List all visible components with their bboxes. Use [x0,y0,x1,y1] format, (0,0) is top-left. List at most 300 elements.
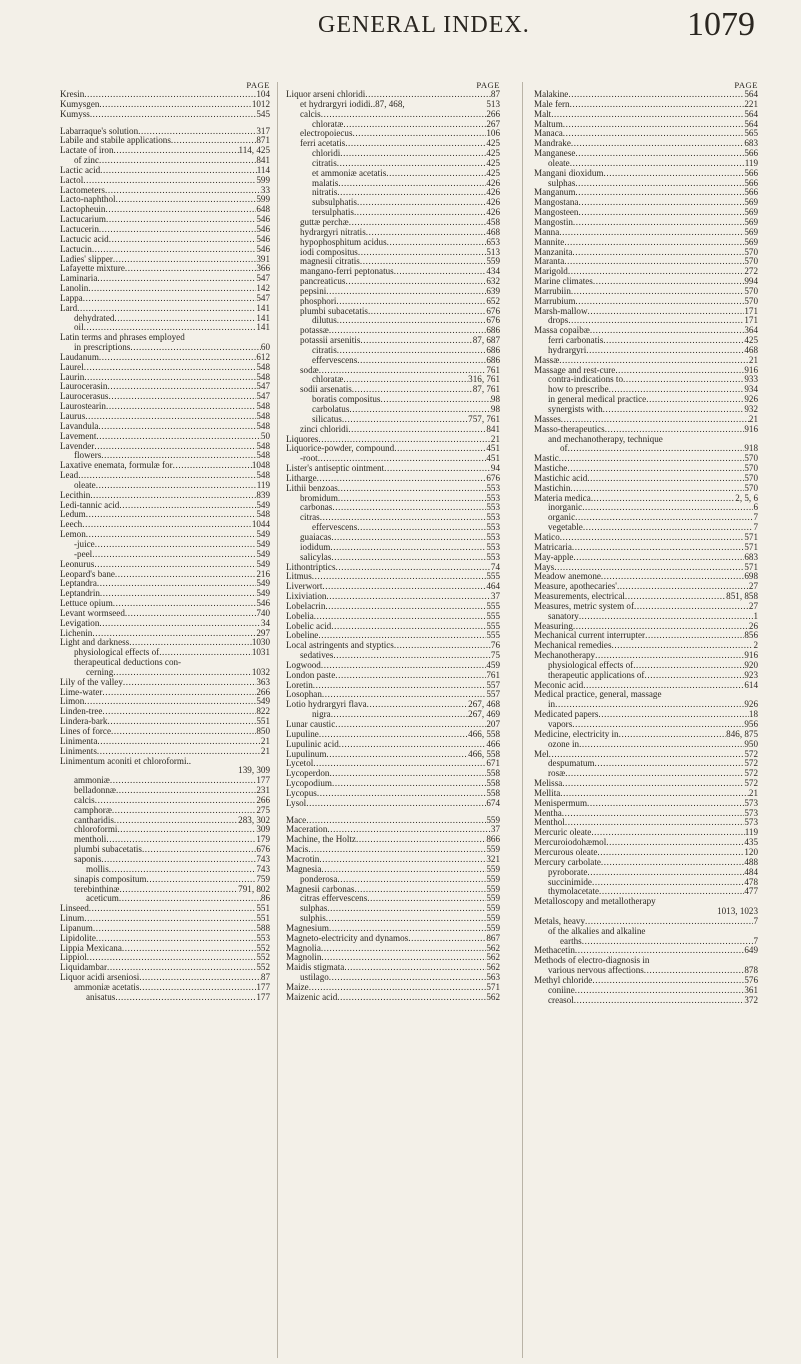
index-entry [534,907,758,917]
entry-page: 451 [486,454,500,464]
index-entry [60,776,270,786]
index-entry [286,267,500,277]
dot-leader [386,169,486,179]
entry-page: 513 [486,99,500,109]
dot-leader [349,218,487,228]
index-entry [534,848,758,858]
index-entry [60,855,270,865]
entry-term: Linum [60,914,85,924]
entry-page: 822 [256,707,270,717]
index-entry [60,648,270,658]
dot-leader [105,205,256,215]
index-entry [534,543,758,553]
entry-page: 317 [256,126,270,136]
index-entry [286,983,500,993]
entry-term: in prescriptions [74,343,131,353]
entry-term: despumatum [548,759,595,769]
entry-term: Marigold [534,267,568,277]
entry-term: sodii arsenatis [300,385,352,395]
index-entry [534,996,758,1006]
entry-page: 649 [744,946,758,956]
index-entry [60,166,270,176]
entry-page: 139, 309 [238,766,270,776]
index-entry [534,90,758,100]
entry-term: ferri carbonatis [548,336,604,346]
entry-page: 2, 5, 6 [735,493,758,503]
entry-page: 361 [744,985,758,995]
entry-term: physiological effects of [74,648,160,658]
index-entry [286,179,500,189]
entry-term: effervescens [312,523,358,533]
dot-leader [609,385,745,395]
index-entry [286,287,500,297]
index-entry [534,474,758,484]
dot-leader [90,491,256,501]
index-entry [60,323,270,333]
index-entry [286,444,500,454]
dot-leader [97,274,256,284]
entry-page: 34 [260,618,270,628]
entry-page: 841 [256,156,270,166]
entry-term: nigra [312,710,331,720]
dot-leader [147,875,257,885]
entry-term: Lobelic acid [286,621,332,631]
index-entry [286,139,500,149]
entry-term: Mangostin [534,217,573,227]
entry-term: Lanolin [60,284,89,294]
entry-term: Meadow anemone [534,572,601,582]
entry-page: 588 [256,923,270,933]
entry-term: Methods of electro-diagnosis in [534,956,650,966]
entry-term: plumbi subacetatis [74,845,142,855]
entry-page: 549 [256,589,270,599]
entry-term: et ammoniæ acetatis [312,168,387,178]
entry-term: Mentha [534,808,562,818]
index-entry [534,120,758,130]
entry-term: salicylas [300,552,332,562]
dot-leader [122,944,256,954]
entry-term: Lead [60,471,79,481]
entry-page: 555 [486,601,500,611]
entry-page: 119 [744,158,758,168]
index-entry [60,343,270,353]
page-column-label: PAGE [734,80,758,90]
index-entry [286,238,500,248]
entry-term: Marrubium [534,296,576,306]
entry-page: 676 [486,316,500,326]
entry-term: Laxative enemata, formulæ for [60,461,173,471]
entry-page: 546 [256,215,270,225]
entry-page: 272 [744,267,758,277]
entry-page: 552 [256,943,270,953]
dot-leader [559,356,749,366]
entry-page: 171 [744,316,758,326]
index-entry [286,307,500,317]
entry-page: 548 [256,451,270,461]
index-entry [60,392,270,402]
dot-leader [551,110,744,120]
index-entry [60,914,270,924]
index-entry [534,307,758,317]
index-entry [534,759,758,769]
index-entry [286,494,500,504]
index-entry [534,395,758,405]
entry-page: 547 [256,274,270,284]
entry-page: 683 [744,552,758,562]
entry-page: 7 [753,513,758,523]
dot-leader [588,307,745,317]
index-entry [534,700,758,710]
index-entry [286,395,500,405]
entry-page: 571 [744,562,758,572]
entry-term: organic [548,513,576,523]
entry-page: 571 [744,532,758,542]
entry-page: 564 [744,119,758,129]
index-entry [534,986,758,996]
entry-term: Matricaria [534,542,572,552]
entry-page: 372 [744,995,758,1005]
dot-leader [645,631,744,641]
dot-leader [312,572,487,582]
dot-leader [101,451,256,461]
index-entry [286,894,500,904]
entry-term: Lafayette mixture [60,264,125,274]
entry-term: Manaca [534,129,563,139]
entry-page: 1032 [251,667,270,677]
entry-term: Lotio hydrargyri flava [286,700,367,710]
index-entry [534,356,758,366]
dot-leader [87,953,257,963]
index-entry [286,789,500,799]
dot-leader [319,730,468,740]
index-entry [286,474,500,484]
entry-term: citratis [312,158,337,168]
entry-page: 21 [260,736,270,746]
index-entry [286,855,500,865]
entry-term: Mangani dioxidum [534,168,604,178]
dot-leader [321,944,487,954]
index-entry [60,934,270,944]
entry-term: Mellita [534,788,561,798]
entry-term: Lactopheuin [60,205,106,215]
index-entry [60,766,270,776]
dot-leader [357,198,486,208]
entry-page: 551 [256,717,270,727]
entry-term: effervescens [312,355,358,365]
index-entry [286,631,500,641]
dot-leader [130,343,261,353]
entry-term: Ledi-tannic acid [60,500,120,510]
entry-term: ammoniæ acetatis [74,982,140,992]
entry-page: 425 [486,158,500,168]
index-entry [286,914,500,924]
entry-term: Litmus [286,572,312,582]
entry-term: Laudanum [60,352,99,362]
index-entry [60,963,270,973]
entry-term: vapors [548,720,573,729]
index-entry [534,946,758,956]
index-entry [60,264,270,274]
dot-leader [568,267,745,277]
dot-leader [338,484,487,494]
entry-term: anisatus [86,992,116,1002]
dot-leader [603,405,745,415]
dot-leader [603,336,744,346]
entry-term: Massa copaibæ [534,326,590,336]
index-entry [286,326,500,336]
dot-leader [306,816,486,826]
index-entry [534,572,758,582]
entry-term: Liquores [286,434,319,444]
entry-page: 570 [744,473,758,483]
index-entry [534,169,758,179]
entry-term: Limon [60,697,85,707]
index-entry [286,100,500,110]
index-entry [60,993,270,1003]
entry-page: 425 [486,168,500,178]
index-entry [534,897,758,907]
entry-term: Levant wormseed [60,608,125,618]
index-entry [534,139,758,149]
entry-page: 599 [256,175,270,185]
entry-page: 559 [486,884,500,894]
entry-page: 26 [748,621,758,631]
dot-leader [321,661,487,671]
entry-page: 563 [486,973,500,983]
entry-page: 573 [744,808,758,818]
dot-leader [117,825,256,835]
dot-leader [94,560,256,570]
index-entry [60,599,270,609]
index-column-1 [60,80,270,1003]
entry-page: 573 [744,818,758,828]
entry-term: iodi compositus [300,247,358,257]
dot-leader [125,264,256,274]
entry-page: 564 [744,90,758,99]
entry-term: Mannite [534,237,565,247]
entry-term: potassæ [300,326,329,336]
entry-term: in general medical practice [548,395,647,405]
index-entry [286,120,500,130]
entry-term: Local astringents and styptics [286,641,394,651]
entry-page: 566 [744,149,758,159]
entry-page: 426 [486,208,500,218]
entry-term: Linimenta [60,736,98,746]
entry-page: 468 [486,227,500,237]
index-entry [60,894,270,904]
entry-term: Methyl chloride [534,975,593,985]
entry-page: 98 [490,395,500,405]
entry-page: 559 [486,894,500,904]
dot-leader [634,602,749,612]
entry-page: 553 [486,552,500,562]
index-entry [60,550,270,560]
entry-page: 614 [744,680,758,690]
entry-page: 632 [486,277,500,287]
entry-page: 576 [744,975,758,985]
entry-term: hypophosphitum acidus [300,237,387,247]
dot-leader [562,809,745,819]
dot-leader [344,963,486,973]
entry-page: 566 [744,178,758,188]
dot-leader [649,956,758,966]
entry-term: thymolacetate [548,887,600,897]
entry-term: Magnolia [286,943,321,953]
index-column-3 [534,80,758,1005]
entry-page: 363 [256,677,270,687]
dot-leader [102,688,256,698]
entry-page: 267, 469 [468,710,500,720]
index-entry [60,471,270,481]
dot-leader [319,855,486,865]
entry-page: 548 [256,421,270,431]
dot-leader [568,90,744,100]
dot-leader [125,609,256,619]
index-entry [286,750,500,760]
entry-term: Lactol [60,175,84,185]
entry-page: 425 [486,149,500,159]
dot-leader [354,885,486,895]
dot-leader [594,759,744,769]
entry-term: Leonurus [60,559,95,569]
entry-page: 546 [256,234,270,244]
entry-term: Light and darkness [60,638,130,648]
entry-page: 648 [256,205,270,215]
index-entry [60,540,270,550]
index-entry [60,333,270,343]
dot-leader [559,454,745,464]
dot-leader [575,513,753,523]
dot-leader [571,139,744,149]
dot-leader [100,589,256,599]
dot-leader [560,789,749,799]
entry-term: Manganese [534,149,576,159]
index-entry [286,277,500,287]
dot-leader [86,510,257,520]
dot-leader [591,494,735,504]
entry-term: Medicated papers [534,710,599,720]
entry-page: 562 [486,943,500,953]
dot-leader [106,215,256,225]
index-entry [60,451,270,461]
dot-leader [336,297,486,307]
index-entry [60,422,270,432]
index-entry [60,136,270,146]
index-entry [286,759,500,769]
entry-page: 364 [744,326,758,336]
dot-leader [340,149,486,159]
index-entry [534,582,758,592]
index-entry [534,740,758,750]
dot-leader [84,90,256,100]
dot-leader [110,776,256,786]
index-entry [534,385,758,395]
dot-leader [93,924,257,934]
entry-page: 549 [256,539,270,549]
entry-page: 846, 875 [726,729,758,739]
entry-term: Lichenin [60,628,93,638]
dot-leader [337,188,486,198]
index-entry [534,533,758,543]
dot-leader [318,435,491,445]
dot-leader [97,747,261,757]
dot-leader [86,530,257,540]
entry-page: 572 [744,779,758,789]
dot-leader [365,90,491,100]
index-entry [60,589,270,599]
entry-term: Lactucerin [60,224,99,234]
dot-leader [60,766,238,776]
entry-term: Lippia Mexicana [60,943,122,953]
dot-leader [332,779,486,789]
entry-page: 549 [256,549,270,559]
entry-term: silicatus [312,414,342,424]
entry-term: in [548,700,556,710]
dot-leader [84,373,256,383]
entry-term: Menthol [534,818,565,828]
entry-page: 686 [486,345,500,355]
page-column-label: PAGE [476,80,500,90]
entry-page: 1048 [251,461,270,471]
index-entry [534,690,758,700]
entry-page: 950 [744,739,758,749]
index-entry [60,205,270,215]
entry-page: 513 [486,247,500,257]
entry-term: Linseed [60,904,89,914]
entry-term: therapeutic applications of [548,670,645,680]
index-entry [286,248,500,258]
entry-page: 761 [486,670,500,680]
entry-page: 21 [748,355,758,365]
dot-leader [333,651,491,661]
entry-page: 557 [486,680,500,690]
dot-leader [106,402,256,412]
index-entry [60,835,270,845]
dot-leader [565,818,745,828]
dot-leader [366,228,487,238]
entry-term: Labarraque's solution [60,126,139,136]
entry-term: Manganum [534,188,576,198]
entry-term: Laurocerasin [60,382,108,392]
dot-leader [97,579,257,589]
entry-page: 98 [490,405,500,414]
entry-term: Magnesium [286,923,329,933]
index-entry [60,629,270,639]
dot-leader [605,425,745,435]
dot-leader [322,582,486,592]
entry-page: 1031 [251,648,270,658]
dot-leader [339,740,487,750]
entry-page: 94 [490,464,500,474]
entry-term: magnesii citratis [300,257,360,267]
index-entry [60,520,270,530]
dot-leader [345,139,486,149]
entry-page: 933 [744,375,758,385]
dot-leader [603,169,744,179]
index-entry [534,336,758,346]
index-entry [534,887,758,897]
entry-term: camphoræ [74,805,112,815]
entry-page: 466, 558 [468,749,500,759]
dot-leader [570,159,745,169]
index-entry [534,917,758,927]
dot-leader [335,720,486,730]
entry-page: 464 [486,582,500,592]
entry-term: therapeutical deductions con- [74,658,182,668]
index-entry [60,737,270,747]
dot-leader [591,828,744,838]
entry-page: 114 [256,165,270,175]
